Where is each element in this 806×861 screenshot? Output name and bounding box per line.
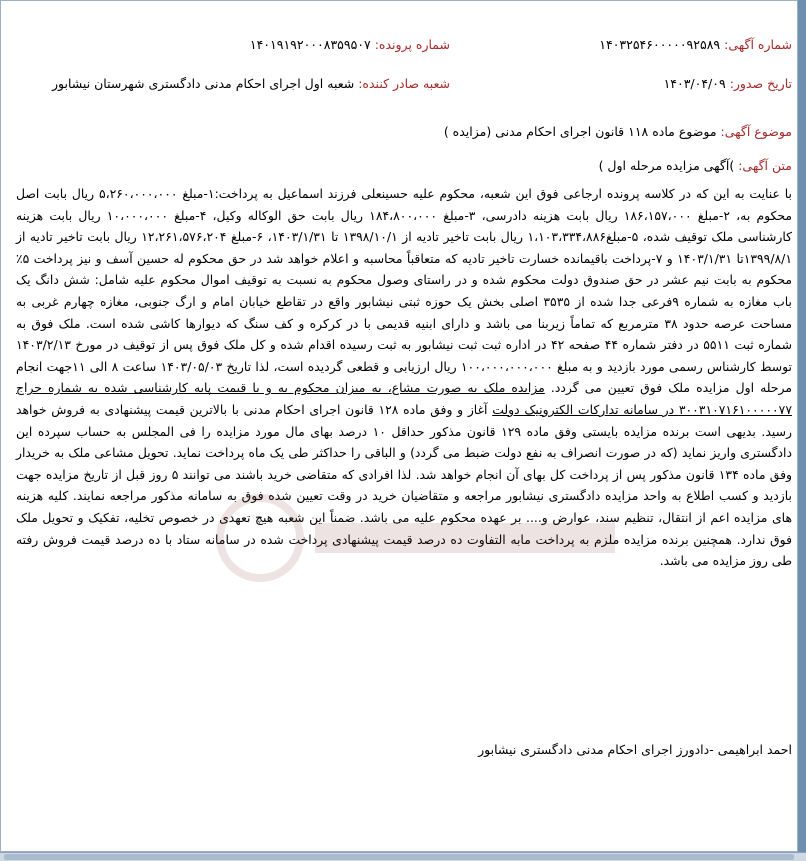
case-number-field [250, 37, 450, 52]
notice-body [16, 183, 792, 572]
issuing-branch-label: شعبه صادر کننده: [358, 76, 450, 91]
body-part-2: آغاز و وفق ماده ۱۲۸ قانون اجرای احکام مدنی با بالاترین قیمت پیشنهادی به فروش خواهد رسید. بدیهی است برنده مزایده بایستی وفق ماده ۱۲۹ قانون مذکور حداقل ۱۰ درصد بهای مال مورد مزایده را فی المجلس به حساب سپرده این دادگستری واریز نماید (که در صورت انصراف به نفع دولت ضبط می گردد) و الباقی را حداکثر طی یک ماه پرداخت نماید. تحویل مشاعی ملک به خریدار وفق ماده ۱۳۴ قانون مذکور پس از پرداخت کل بهای آن انجام خواهد شد. لذا افرادی که متقاضی خرید باشند می توانند ۵ روز قبل از تاریخ مزایده جهت بازدید و کسب اطلاع به واحد مزایده دادگستری نیشابور مراجعه و متقاضیان خرید در وقت تعیین شده فوق به سامانه مذکور مراجعه نمایند. کلیه هزینه های مزایده اعم از انتقال، تنظیم سند، عوارض و.... بر عهده محکوم علیه می باشد. ضمناً این شعبه هیچ تعهدی در خصوص تخلیه، تفکیک و تحویل ملک فوق ندارد. همچنین برنده مزایده ملزم به پرداخت مابه التفاوت ده درصد قیمت پیشنهادی پرداخت شده در سامانه ستاد با ده درصد قیمت فروش رفته طی روز مزایده می باشد. [16, 401, 792, 569]
notice-number-field [599, 37, 792, 52]
case-number-label: شماره پرونده: [374, 37, 450, 52]
text-title: )آگهی مزایده مرحله اول ) [598, 158, 735, 173]
issue-date: ۱۴۰۳/۰۴/۰۹ [663, 76, 726, 91]
text-title-field [599, 158, 792, 173]
subject-field [444, 124, 792, 139]
issue-date-field [664, 76, 792, 91]
notice-number-label: شماره آگهی: [724, 37, 792, 52]
body-part-1: با عنایت به این که در کلاسه پرونده ارجاعی فوق این شعبه، محکوم علیه حسینعلی فرزند اسماعیل به پرداخت:۱-مبلغ ۵،۲۶۰،۰۰۰،۰۰۰ ریال بابت اصل محکوم به، ۲-مبلغ ۱۸۶،۱۵۷،۰۰۰ ریال بابت هزینه دادرسی، ۳-مبلغ ۱۸۴،۸۰۰،۰۰۰ ریال بابت حق الوکاله وکیل، ۴-مبلغ ۱۰،۰۰۰،۰۰۰ ریال بابت هزینه کارشناسی ملک توقیف شده، ۵-مبلغ۱،۱۰۳،۳۳۴،۸۸۶ ریال بابت تاخیر تادیه از ۱۳۹۸/۱۰/۱ تا ۱۴۰۳/۱/۳۱، ۶-مبلغ ۱۲،۲۶۱،۵۷۶،۲۰۴ ریال بابت تاخیر تادیه از ۱۳۹۹/۸/۱تا ۱۴۰۳/۱/۳۱ و ۷-پرداخت باقیمانده خسارت تاخیر تادیه که متعاقباً محاسبه و اعلام خواهد شد در حق محکوم له حسین آسف و نیز پرداخت ۵٪ محکوم به بابت نیم عشر در حق صندوق دولت محکوم شده و در راستای وصول محکوم به نسبت به توقیف اموال محکوم علیه شامل: شش دانگ یک باب مغازه به شماره ۹فرعی جدا شده از ۳۵۳۵ اصلی بخش یک حوزه ثبتی نیشابور واقع در تقاطع خیابان امام و ارگ جنوبی، مغازه چهارم غربی به مساحت عرصه حدود ۳۸ مترمربع که تماماً زیربنا می باشد و دارای ابنیه قدیمی با در کرکره و کف سنگ که دیوارها کاشی شده است. ملک فوق به شماره ثبت ۵۵۱۱ در دفتر شماره ۴۴ صفحه ۴۲ در اداره ثبت ثبت نیشابور به ثبت رسیده اقدام شده و کل ملک فوق پس از توقیف در مورخ ۱۴۰۳/۲/۱۳ توسط کارشناس رسمی مورد بازدید و به مبلغ ۱۰۰،۰۰۰،۰۰۰،۰۰۰ ریال ارزیابی و قطعی گردیده است، لذا تاریخ ۱۴۰۳/۰۵/۰۳ ساعت ۸ الی ۱۱جهت انجام مرحله اول مزایده ملک فوق تعیین می گردد. [16, 186, 793, 396]
window-right-border [798, 0, 806, 861]
subject-label: موضوع آگهی: [720, 124, 792, 139]
issue-date-label: تاریخ صدور: [729, 76, 792, 91]
scrollbar-thumb[interactable] [4, 854, 794, 860]
case-number: ۱۴۰۱۹۱۹۲۰۰۰۸۳۵۹۵۰۷ [249, 37, 371, 52]
subject: موضوع ماده ۱۱۸ قانون اجرای احکام مدنی (مزایده ) [443, 124, 717, 139]
signature: احمد ابراهیمی -دادورز اجرای احکام مدنی دادگستری نیشابور [478, 742, 792, 757]
text-label: متن آگهی: [738, 158, 792, 173]
body-underlined-part: مزایده ملک به صورت مشاع، به میزان محکوم به و با قیمت پایه کارشناسی شده به شماره حراج ۳۰۰۳۱۰۷۱۶۱۰۰۰۰۰۷۷ در سامانه تدارکات الکترونیک دولت [16, 380, 792, 417]
horizontal-scrollbar[interactable] [0, 852, 806, 861]
notice-number: ۱۴۰۳۲۵۴۶۰۰۰۰۰۹۲۵۸۹ [599, 37, 721, 52]
issuing-branch: شعبه اول اجرای احکام مدنی دادگستری شهرستان نیشابور [51, 76, 355, 91]
issuing-branch-field [52, 76, 450, 91]
